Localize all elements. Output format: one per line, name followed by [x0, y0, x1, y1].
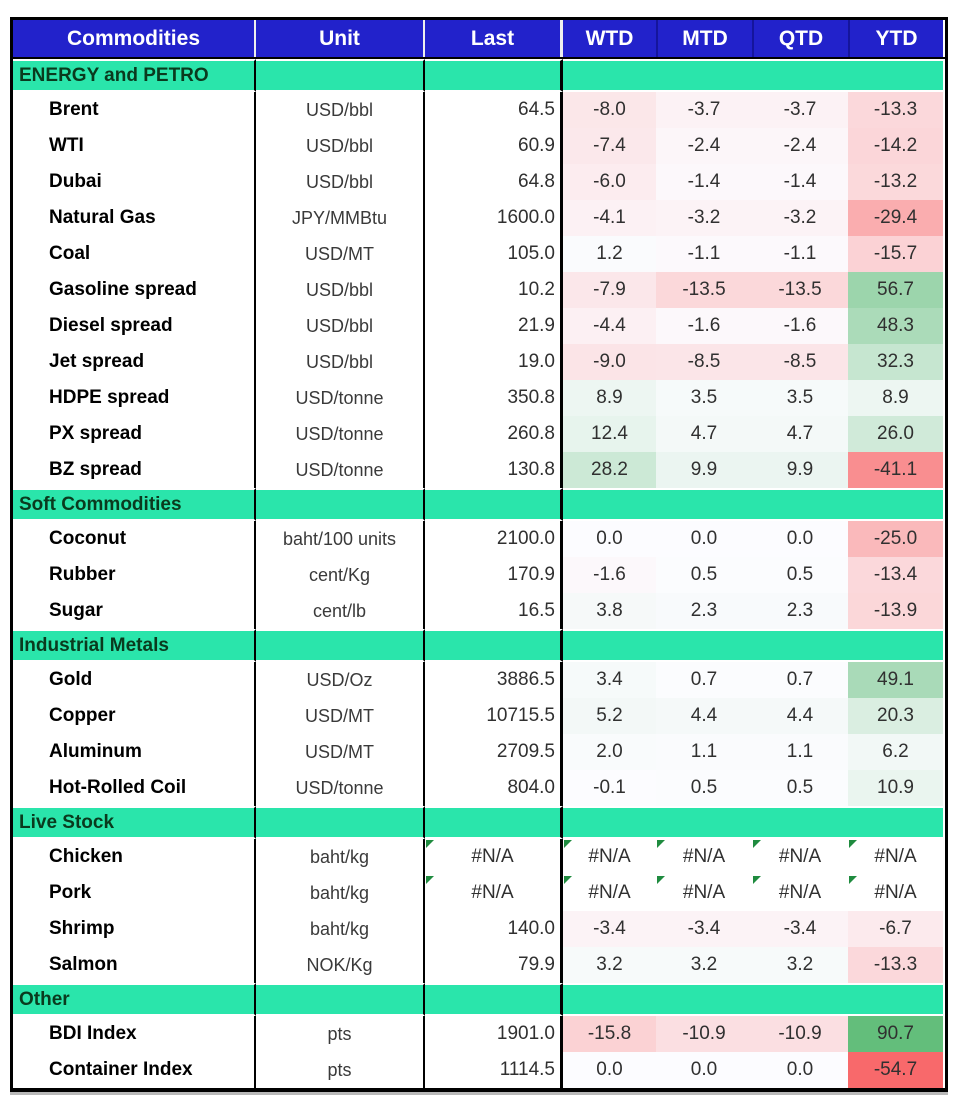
section-filler-cell[interactable] [848, 488, 943, 521]
section-filler-cell[interactable] [752, 983, 848, 1016]
section-filler-cell[interactable] [256, 629, 425, 662]
section-filler-cell[interactable] [425, 983, 563, 1016]
table-row-dubai [13, 164, 945, 200]
last-value-cell[interactable]: 1901.0 [425, 1016, 563, 1052]
qtd-value-cell[interactable]: 2.3 [752, 593, 848, 629]
wtd-value-cell[interactable]: -6.0 [563, 164, 656, 200]
mtd-value-cell[interactable]: 3.5 [656, 380, 752, 416]
commodity-name-cell[interactable]: Natural Gas [13, 200, 256, 236]
ytd-value-cell[interactable]: -14.2 [848, 128, 943, 164]
qtd-value-cell[interactable]: 0.0 [752, 521, 848, 557]
wtd-value-cell[interactable]: 0.0 [563, 1052, 656, 1088]
qtd-value-cell[interactable]: -1.4 [752, 164, 848, 200]
wtd-value-cell[interactable]: -4.1 [563, 200, 656, 236]
section-filler-cell[interactable] [563, 488, 656, 521]
section-filler-cell[interactable] [256, 488, 425, 521]
last-value-cell[interactable]: 140.0 [425, 911, 563, 947]
last-value-cell[interactable]: 60.9 [425, 128, 563, 164]
unit-cell[interactable]: baht/100 units [256, 521, 425, 557]
ytd-value-cell[interactable]: 49.1 [848, 662, 943, 698]
ytd-value-cell[interactable]: -13.3 [848, 947, 943, 983]
section-header-soft-commodities [13, 488, 945, 521]
unit-cell[interactable]: USD/MT [256, 236, 425, 272]
qtd-value-cell[interactable]: -3.7 [752, 92, 848, 128]
qtd-value-cell[interactable]: #N/A [752, 875, 848, 911]
table-row-pork [13, 875, 945, 911]
error-triangle-icon [564, 840, 572, 848]
table-row-jet-spread [13, 344, 945, 380]
section-title[interactable]: Live Stock [13, 806, 256, 839]
table-row-diesel-spread [13, 308, 945, 344]
qtd-value-cell[interactable]: -3.2 [752, 200, 848, 236]
mtd-value-cell[interactable]: 0.0 [656, 521, 752, 557]
ytd-value-cell[interactable]: -25.0 [848, 521, 943, 557]
commodity-name-cell[interactable]: Diesel spread [13, 308, 256, 344]
last-value-cell[interactable]: 260.8 [425, 416, 563, 452]
section-filler-cell[interactable] [656, 806, 752, 839]
table-row-bdi-index [13, 1016, 945, 1052]
ytd-value-cell[interactable]: -6.7 [848, 911, 943, 947]
commodity-name-cell[interactable]: Gold [13, 662, 256, 698]
table-row-salmon [13, 947, 945, 983]
error-triangle-icon [426, 840, 434, 848]
section-filler-cell[interactable] [656, 983, 752, 1016]
table-row-chicken [13, 839, 945, 875]
column-header-wtd[interactable]: WTD [563, 20, 656, 57]
commodity-name-cell[interactable]: HDPE spread [13, 380, 256, 416]
ytd-value-cell[interactable]: -54.7 [848, 1052, 943, 1088]
section-title[interactable]: Other [13, 983, 256, 1016]
section-filler-cell[interactable] [256, 59, 425, 92]
mtd-value-cell[interactable]: -13.5 [656, 272, 752, 308]
ytd-value-cell[interactable]: #N/A [848, 839, 943, 875]
mtd-value-cell[interactable]: 0.7 [656, 662, 752, 698]
section-header-other [13, 983, 945, 1016]
ytd-value-cell[interactable]: 10.9 [848, 770, 943, 806]
last-value-cell[interactable]: 16.5 [425, 593, 563, 629]
unit-cell[interactable]: USD/bbl [256, 128, 425, 164]
unit-cell[interactable]: cent/Kg [256, 557, 425, 593]
mtd-value-cell[interactable]: -8.5 [656, 344, 752, 380]
commodity-name-cell[interactable]: Chicken [13, 839, 256, 875]
qtd-value-cell[interactable]: 0.5 [752, 770, 848, 806]
wtd-value-cell[interactable]: 1.2 [563, 236, 656, 272]
ytd-value-cell[interactable]: -13.4 [848, 557, 943, 593]
commodity-name-cell[interactable]: Rubber [13, 557, 256, 593]
mtd-value-cell[interactable]: #N/A [656, 839, 752, 875]
ytd-value-cell[interactable]: -13.9 [848, 593, 943, 629]
last-value-cell[interactable]: 130.8 [425, 452, 563, 488]
qtd-value-cell[interactable]: -1.1 [752, 236, 848, 272]
section-filler-cell[interactable] [425, 806, 563, 839]
error-triangle-icon [849, 840, 857, 848]
commodity-name-cell[interactable]: Jet spread [13, 344, 256, 380]
unit-cell[interactable]: USD/bbl [256, 164, 425, 200]
mtd-value-cell[interactable]: -1.1 [656, 236, 752, 272]
table-row-natural-gas [13, 200, 945, 236]
last-value-cell[interactable]: 3886.5 [425, 662, 563, 698]
wtd-value-cell[interactable]: 12.4 [563, 416, 656, 452]
qtd-value-cell[interactable]: -8.5 [752, 344, 848, 380]
qtd-value-cell[interactable]: -13.5 [752, 272, 848, 308]
section-filler-cell[interactable] [656, 59, 752, 92]
wtd-value-cell[interactable]: #N/A [563, 839, 656, 875]
error-triangle-icon [426, 876, 434, 884]
mtd-value-cell[interactable]: #N/A [656, 875, 752, 911]
mtd-value-cell[interactable]: 3.2 [656, 947, 752, 983]
unit-cell[interactable]: USD/bbl [256, 92, 425, 128]
unit-cell[interactable]: baht/kg [256, 875, 425, 911]
qtd-value-cell[interactable]: -2.4 [752, 128, 848, 164]
section-title[interactable]: ENERGY and PETRO [13, 59, 256, 92]
commodity-name-cell[interactable]: Aluminum [13, 734, 256, 770]
ytd-value-cell[interactable]: 26.0 [848, 416, 943, 452]
column-header-row [13, 20, 945, 59]
table-row-gasoline-spread [13, 272, 945, 308]
table-row-shrimp [13, 911, 945, 947]
qtd-value-cell[interactable]: #N/A [752, 839, 848, 875]
qtd-value-cell[interactable]: 0.0 [752, 1052, 848, 1088]
section-filler-cell[interactable] [563, 983, 656, 1016]
last-value-cell[interactable]: 170.9 [425, 557, 563, 593]
unit-cell[interactable]: pts [256, 1016, 425, 1052]
section-filler-cell[interactable] [752, 806, 848, 839]
wtd-value-cell[interactable]: 8.9 [563, 380, 656, 416]
table-row-container-index [13, 1052, 945, 1088]
mtd-value-cell[interactable]: 1.1 [656, 734, 752, 770]
table-row-wti [13, 128, 945, 164]
ytd-value-cell[interactable]: -29.4 [848, 200, 943, 236]
column-header-commodities[interactable]: Commodities [13, 20, 256, 57]
qtd-value-cell[interactable]: -1.6 [752, 308, 848, 344]
table-row-px-spread [13, 416, 945, 452]
wtd-value-cell[interactable]: -9.0 [563, 344, 656, 380]
mtd-value-cell[interactable]: 4.4 [656, 698, 752, 734]
unit-cell[interactable]: NOK/Kg [256, 947, 425, 983]
mtd-value-cell[interactable]: -10.9 [656, 1016, 752, 1052]
section-filler-cell[interactable] [752, 629, 848, 662]
wtd-value-cell[interactable]: -4.4 [563, 308, 656, 344]
ytd-value-cell[interactable]: -13.2 [848, 164, 943, 200]
mtd-value-cell[interactable]: 0.5 [656, 770, 752, 806]
table-row-aluminum [13, 734, 945, 770]
table-row-rubber [13, 557, 945, 593]
section-filler-cell[interactable] [563, 59, 656, 92]
section-header-industrial-metals [13, 629, 945, 662]
wtd-value-cell[interactable]: -8.0 [563, 92, 656, 128]
section-header-live-stock [13, 806, 945, 839]
last-value-cell[interactable]: 2100.0 [425, 521, 563, 557]
last-value-cell[interactable]: 10.2 [425, 272, 563, 308]
column-header-ytd[interactable]: YTD [848, 20, 943, 57]
unit-cell[interactable]: USD/MT [256, 698, 425, 734]
mtd-value-cell[interactable]: -3.7 [656, 92, 752, 128]
section-filler-cell[interactable] [256, 806, 425, 839]
qtd-value-cell[interactable]: 0.5 [752, 557, 848, 593]
section-filler-cell[interactable] [256, 983, 425, 1016]
ytd-value-cell[interactable]: 56.7 [848, 272, 943, 308]
wtd-value-cell[interactable]: 3.8 [563, 593, 656, 629]
section-filler-cell[interactable] [848, 629, 943, 662]
wtd-value-cell[interactable]: -1.6 [563, 557, 656, 593]
last-value-cell[interactable]: 804.0 [425, 770, 563, 806]
ytd-value-cell[interactable]: 20.3 [848, 698, 943, 734]
mtd-value-cell[interactable]: 0.0 [656, 1052, 752, 1088]
mtd-value-cell[interactable]: -3.4 [656, 911, 752, 947]
unit-cell[interactable]: pts [256, 1052, 425, 1088]
commodity-name-cell[interactable]: Hot-Rolled Coil [13, 770, 256, 806]
qtd-value-cell[interactable]: 9.9 [752, 452, 848, 488]
qtd-value-cell[interactable]: -10.9 [752, 1016, 848, 1052]
ytd-value-cell[interactable]: 90.7 [848, 1016, 943, 1052]
section-filler-cell[interactable] [752, 59, 848, 92]
unit-cell[interactable]: USD/bbl [256, 272, 425, 308]
error-triangle-icon [753, 840, 761, 848]
table-row-bz-spread [13, 452, 945, 488]
mtd-value-cell[interactable]: -1.6 [656, 308, 752, 344]
wtd-value-cell[interactable]: 2.0 [563, 734, 656, 770]
commodities-table [10, 17, 948, 1092]
qtd-value-cell[interactable]: 3.5 [752, 380, 848, 416]
commodity-name-cell[interactable]: Shrimp [13, 911, 256, 947]
last-value-cell[interactable]: 21.9 [425, 308, 563, 344]
last-value-cell[interactable]: 19.0 [425, 344, 563, 380]
unit-cell[interactable]: USD/tonne [256, 416, 425, 452]
wtd-value-cell[interactable]: -0.1 [563, 770, 656, 806]
mtd-value-cell[interactable]: 4.7 [656, 416, 752, 452]
section-filler-cell[interactable] [848, 983, 943, 1016]
wtd-value-cell[interactable]: -7.4 [563, 128, 656, 164]
section-filler-cell[interactable] [563, 806, 656, 839]
commodity-name-cell[interactable]: Copper [13, 698, 256, 734]
wtd-value-cell[interactable]: -15.8 [563, 1016, 656, 1052]
error-triangle-icon [657, 876, 665, 884]
section-filler-cell[interactable] [848, 806, 943, 839]
unit-cell[interactable]: USD/bbl [256, 344, 425, 380]
error-triangle-icon [849, 876, 857, 884]
error-triangle-icon [564, 876, 572, 884]
section-filler-cell[interactable] [656, 629, 752, 662]
commodity-name-cell[interactable]: Coal [13, 236, 256, 272]
last-value-cell[interactable]: 350.8 [425, 380, 563, 416]
last-value-cell[interactable]: 1600.0 [425, 200, 563, 236]
section-filler-cell[interactable] [848, 59, 943, 92]
last-value-cell[interactable]: 1114.5 [425, 1052, 563, 1088]
qtd-value-cell[interactable]: 3.2 [752, 947, 848, 983]
wtd-value-cell[interactable]: 5.2 [563, 698, 656, 734]
commodity-name-cell[interactable]: Coconut [13, 521, 256, 557]
commodity-name-cell[interactable]: BDI Index [13, 1016, 256, 1052]
ytd-value-cell[interactable]: -15.7 [848, 236, 943, 272]
error-triangle-icon [753, 876, 761, 884]
last-value-cell[interactable]: #N/A [425, 875, 563, 911]
section-title[interactable]: Soft Commodities [13, 488, 256, 521]
commodity-name-cell[interactable]: WTI [13, 128, 256, 164]
ytd-value-cell[interactable]: 8.9 [848, 380, 943, 416]
commodity-name-cell[interactable]: Salmon [13, 947, 256, 983]
wtd-value-cell[interactable]: #N/A [563, 875, 656, 911]
section-filler-cell[interactable] [656, 488, 752, 521]
unit-cell[interactable]: USD/tonne [256, 452, 425, 488]
commodity-name-cell[interactable]: Gasoline spread [13, 272, 256, 308]
unit-cell[interactable]: USD/bbl [256, 308, 425, 344]
wtd-value-cell[interactable]: 3.2 [563, 947, 656, 983]
ytd-value-cell[interactable]: 48.3 [848, 308, 943, 344]
table-row-hdpe-spread [13, 380, 945, 416]
unit-cell[interactable]: USD/tonne [256, 770, 425, 806]
ytd-value-cell[interactable]: -13.3 [848, 92, 943, 128]
mtd-value-cell[interactable]: 0.5 [656, 557, 752, 593]
section-filler-cell[interactable] [425, 488, 563, 521]
section-filler-cell[interactable] [425, 629, 563, 662]
error-triangle-icon [657, 840, 665, 848]
table-row-hot-rolled-coil [13, 770, 945, 806]
mtd-value-cell[interactable]: -2.4 [656, 128, 752, 164]
wtd-value-cell[interactable]: 3.4 [563, 662, 656, 698]
qtd-value-cell[interactable]: -3.4 [752, 911, 848, 947]
column-header-unit[interactable]: Unit [256, 20, 425, 57]
ytd-value-cell[interactable]: 6.2 [848, 734, 943, 770]
last-value-cell[interactable]: 2709.5 [425, 734, 563, 770]
commodity-name-cell[interactable]: PX spread [13, 416, 256, 452]
wtd-value-cell[interactable]: 0.0 [563, 521, 656, 557]
unit-cell[interactable]: cent/lb [256, 593, 425, 629]
last-value-cell[interactable]: 79.9 [425, 947, 563, 983]
commodity-name-cell[interactable]: Dubai [13, 164, 256, 200]
section-filler-cell[interactable] [563, 629, 656, 662]
mtd-value-cell[interactable]: -3.2 [656, 200, 752, 236]
table-row-copper [13, 698, 945, 734]
ytd-value-cell[interactable]: 32.3 [848, 344, 943, 380]
section-title[interactable]: Industrial Metals [13, 629, 256, 662]
commodity-name-cell[interactable]: BZ spread [13, 452, 256, 488]
qtd-value-cell[interactable]: 0.7 [752, 662, 848, 698]
last-value-cell[interactable]: 105.0 [425, 236, 563, 272]
wtd-value-cell[interactable]: -3.4 [563, 911, 656, 947]
table-row-coconut [13, 521, 945, 557]
mtd-value-cell[interactable]: 2.3 [656, 593, 752, 629]
commodity-name-cell[interactable]: Sugar [13, 593, 256, 629]
wtd-value-cell[interactable]: 28.2 [563, 452, 656, 488]
commodity-name-cell[interactable]: Container Index [13, 1052, 256, 1088]
unit-cell[interactable]: baht/kg [256, 911, 425, 947]
section-filler-cell[interactable] [752, 488, 848, 521]
commodity-name-cell[interactable]: Brent [13, 92, 256, 128]
table-row-coal [13, 236, 945, 272]
qtd-value-cell[interactable]: 4.7 [752, 416, 848, 452]
last-value-cell[interactable]: 10715.5 [425, 698, 563, 734]
unit-cell[interactable]: USD/Oz [256, 662, 425, 698]
ytd-value-cell[interactable]: #N/A [848, 875, 943, 911]
unit-cell[interactable]: baht/kg [256, 839, 425, 875]
section-header-energy-and-petro [13, 59, 945, 92]
unit-cell[interactable]: USD/MT [256, 734, 425, 770]
column-header-last[interactable]: Last [425, 20, 563, 57]
mtd-value-cell[interactable]: -1.4 [656, 164, 752, 200]
unit-cell[interactable]: JPY/MMBtu [256, 200, 425, 236]
column-header-qtd[interactable]: QTD [752, 20, 848, 57]
table-row-brent [13, 92, 945, 128]
last-value-cell[interactable]: 64.5 [425, 92, 563, 128]
commodity-name-cell[interactable]: Pork [13, 875, 256, 911]
table-row-gold [13, 662, 945, 698]
qtd-value-cell[interactable]: 4.4 [752, 698, 848, 734]
section-filler-cell[interactable] [425, 59, 563, 92]
last-value-cell[interactable]: #N/A [425, 839, 563, 875]
table-row-sugar [13, 593, 945, 629]
mtd-value-cell[interactable]: 9.9 [656, 452, 752, 488]
ytd-value-cell[interactable]: -41.1 [848, 452, 943, 488]
last-value-cell[interactable]: 64.8 [425, 164, 563, 200]
unit-cell[interactable]: USD/tonne [256, 380, 425, 416]
wtd-value-cell[interactable]: -7.9 [563, 272, 656, 308]
qtd-value-cell[interactable]: 1.1 [752, 734, 848, 770]
column-header-mtd[interactable]: MTD [656, 20, 752, 57]
